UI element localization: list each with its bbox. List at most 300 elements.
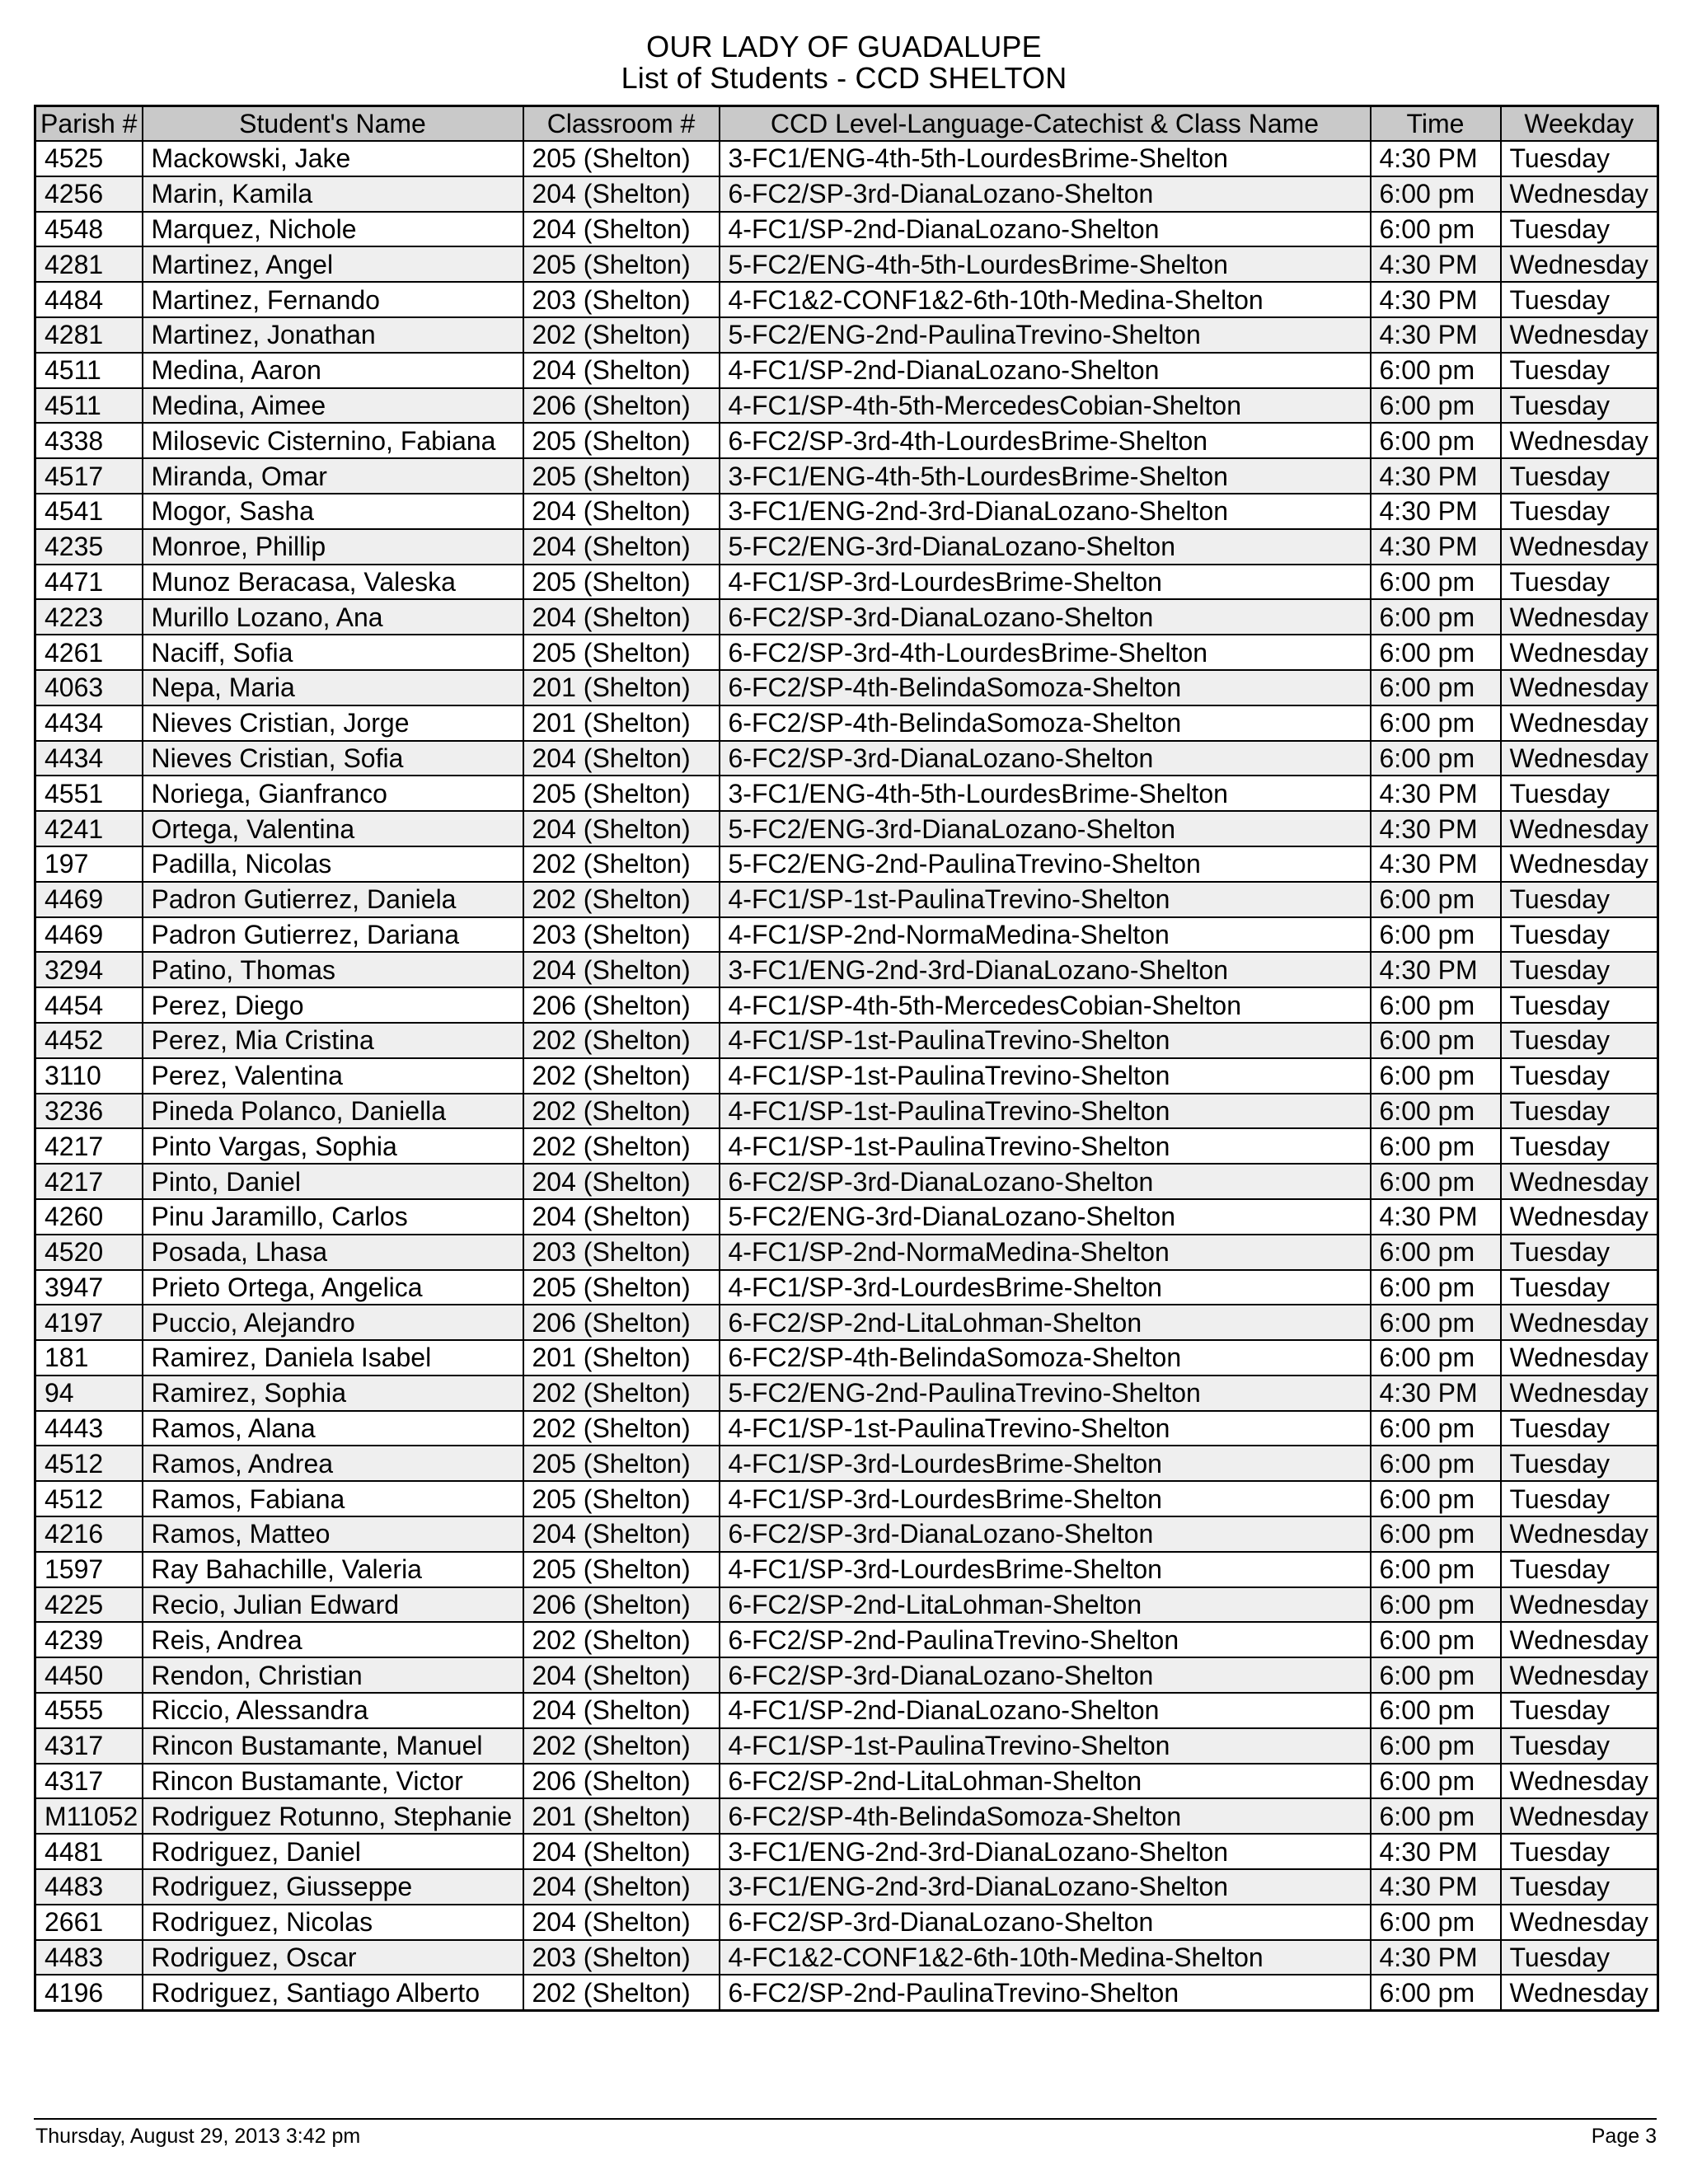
ccd-class-cell: 6-FC2/SP-3rd-DianaLozano-Shelton <box>720 1905 1371 1940</box>
classroom-cell: 204 (Shelton) <box>523 494 720 529</box>
student-name-cell: Pinto Vargas, Sophia <box>143 1128 523 1164</box>
time-cell: 6:00 pm <box>1371 882 1501 917</box>
weekday-cell: Tuesday <box>1501 388 1658 424</box>
classroom-cell: 201 (Shelton) <box>523 670 720 705</box>
student-roster-table <box>34 105 1659 2012</box>
table-row <box>35 987 1658 1023</box>
table-row <box>35 776 1658 811</box>
weekday-cell: Wednesday <box>1501 599 1658 635</box>
ccd-class-cell: 6-FC2/SP-3rd-DianaLozano-Shelton <box>720 1164 1371 1199</box>
parish-number-cell: 4469 <box>35 917 143 953</box>
weekday-cell: Wednesday <box>1501 1340 1658 1376</box>
classroom-cell: 204 (Shelton) <box>523 1869 720 1905</box>
time-cell: 6:00 pm <box>1371 1693 1501 1728</box>
ccd-class-cell: 5-FC2/ENG-3rd-DianaLozano-Shelton <box>720 529 1371 565</box>
parish-number-cell: 3110 <box>35 1058 143 1094</box>
classroom-cell: 205 (Shelton) <box>523 565 720 600</box>
parish-number-cell: 4450 <box>35 1657 143 1693</box>
weekday-cell: Tuesday <box>1501 353 1658 388</box>
time-cell: 6:00 pm <box>1371 1023 1501 1058</box>
time-cell: 4:30 PM <box>1371 1376 1501 1411</box>
parish-number-cell: 4512 <box>35 1481 143 1516</box>
time-cell: 4:30 PM <box>1371 1199 1501 1235</box>
student-name-cell: Pineda Polanco, Daniella <box>143 1094 523 1129</box>
student-name-cell: Ramirez, Sophia <box>143 1376 523 1411</box>
parish-number-cell: 4512 <box>35 1446 143 1481</box>
table-row <box>35 846 1658 882</box>
weekday-cell: Tuesday <box>1501 458 1658 494</box>
parish-number-cell: 4443 <box>35 1411 143 1446</box>
ccd-class-cell: 6-FC2/SP-3rd-4th-LourdesBrime-Shelton <box>720 635 1371 670</box>
student-name-cell: Ramirez, Daniela Isabel <box>143 1340 523 1376</box>
student-name-cell: Pinu Jaramillo, Carlos <box>143 1199 523 1235</box>
ccd-class-cell: 5-FC2/ENG-3rd-DianaLozano-Shelton <box>720 1199 1371 1235</box>
parish-number-cell: 4541 <box>35 494 143 529</box>
student-name-cell: Puccio, Alejandro <box>143 1305 523 1340</box>
ccd-class-cell: 6-FC2/SP-3rd-4th-LourdesBrime-Shelton <box>720 423 1371 458</box>
classroom-cell: 202 (Shelton) <box>523 1975 720 2010</box>
classroom-cell: 202 (Shelton) <box>523 317 720 353</box>
time-cell: 4:30 PM <box>1371 529 1501 565</box>
parish-number-cell: 4481 <box>35 1834 143 1869</box>
ccd-class-cell: 6-FC2/SP-3rd-DianaLozano-Shelton <box>720 176 1371 212</box>
weekday-cell: Wednesday <box>1501 176 1658 212</box>
table-row <box>35 1869 1658 1905</box>
table-row <box>35 811 1658 846</box>
student-name-cell: Martinez, Fernando <box>143 282 523 317</box>
table-row <box>35 1940 1658 1975</box>
ccd-class-cell: 4-FC1/SP-1st-PaulinaTrevino-Shelton <box>720 1128 1371 1164</box>
time-cell: 6:00 pm <box>1371 1481 1501 1516</box>
weekday-cell: Wednesday <box>1501 1764 1658 1799</box>
weekday-cell: Tuesday <box>1501 1834 1658 1869</box>
parish-number-cell: 2661 <box>35 1905 143 1940</box>
time-cell: 4:30 PM <box>1371 494 1501 529</box>
time-cell: 6:00 pm <box>1371 353 1501 388</box>
time-cell: 6:00 pm <box>1371 1905 1501 1940</box>
time-cell: 6:00 pm <box>1371 1164 1501 1199</box>
ccd-class-cell: 6-FC2/SP-3rd-DianaLozano-Shelton <box>720 741 1371 776</box>
table-row <box>35 741 1658 776</box>
parish-number-cell: 4317 <box>35 1728 143 1764</box>
classroom-cell: 205 (Shelton) <box>523 635 720 670</box>
document-header <box>0 31 1688 94</box>
student-name-cell: Padron Gutierrez, Dariana <box>143 917 523 953</box>
student-name-cell: Rodriguez, Giusseppe <box>143 1869 523 1905</box>
parish-number-cell: 4484 <box>35 282 143 317</box>
table-row <box>35 1094 1658 1129</box>
classroom-cell: 203 (Shelton) <box>523 1235 720 1270</box>
parish-number-cell: 4260 <box>35 1199 143 1235</box>
weekday-cell: Tuesday <box>1501 494 1658 529</box>
weekday-cell: Tuesday <box>1501 1058 1658 1094</box>
page-title: OUR LADY OF GUADALUPE <box>646 30 1042 63</box>
ccd-class-cell: 6-FC2/SP-4th-BelindaSomoza-Shelton <box>720 1340 1371 1376</box>
table-row <box>35 1376 1658 1411</box>
table-body <box>35 141 1658 2011</box>
time-cell: 6:00 pm <box>1371 1235 1501 1270</box>
student-name-cell: Perez, Valentina <box>143 1058 523 1094</box>
weekday-cell: Tuesday <box>1501 882 1658 917</box>
student-name-cell: Ortega, Valentina <box>143 811 523 846</box>
parish-number-cell: 4225 <box>35 1587 143 1623</box>
ccd-class-cell: 3-FC1/ENG-4th-5th-LourdesBrime-Shelton <box>720 458 1371 494</box>
time-cell: 4:30 PM <box>1371 776 1501 811</box>
student-name-cell: Rodriguez, Santiago Alberto <box>143 1975 523 2010</box>
table-row <box>35 1023 1658 1058</box>
ccd-class-cell: 4-FC1&2-CONF1&2-6th-10th-Medina-Shelton <box>720 282 1371 317</box>
student-name-cell: Medina, Aimee <box>143 388 523 424</box>
column-header-student-name: Student's Name <box>143 106 523 142</box>
student-name-cell: Milosevic Cisternino, Fabiana <box>143 423 523 458</box>
table-row <box>35 529 1658 565</box>
ccd-class-cell: 3-FC1/ENG-2nd-3rd-DianaLozano-Shelton <box>720 494 1371 529</box>
ccd-class-cell: 6-FC2/SP-4th-BelindaSomoza-Shelton <box>720 1798 1371 1834</box>
classroom-cell: 202 (Shelton) <box>523 1622 720 1657</box>
classroom-cell: 205 (Shelton) <box>523 246 720 282</box>
weekday-cell: Tuesday <box>1501 1235 1658 1270</box>
classroom-cell: 204 (Shelton) <box>523 212 720 247</box>
student-name-cell: Nepa, Maria <box>143 670 523 705</box>
time-cell: 6:00 pm <box>1371 423 1501 458</box>
parish-number-cell: 4216 <box>35 1516 143 1552</box>
ccd-class-cell: 3-FC1/ENG-4th-5th-LourdesBrime-Shelton <box>720 141 1371 176</box>
student-name-cell: Ray Bahachille, Valeria <box>143 1552 523 1587</box>
parish-number-cell: 4525 <box>35 141 143 176</box>
weekday-cell: Wednesday <box>1501 246 1658 282</box>
student-name-cell: Monroe, Phillip <box>143 529 523 565</box>
time-cell: 6:00 pm <box>1371 987 1501 1023</box>
student-name-cell: Ramos, Matteo <box>143 1516 523 1552</box>
parish-number-cell: 4511 <box>35 388 143 424</box>
classroom-cell: 205 (Shelton) <box>523 423 720 458</box>
student-name-cell: Munoz Beracasa, Valeska <box>143 565 523 600</box>
parish-number-cell: 4235 <box>35 529 143 565</box>
time-cell: 6:00 pm <box>1371 635 1501 670</box>
time-cell: 4:30 PM <box>1371 811 1501 846</box>
parish-number-cell: 4223 <box>35 599 143 635</box>
parish-number-cell: 4217 <box>35 1128 143 1164</box>
ccd-class-cell: 6-FC2/SP-2nd-LitaLohman-Shelton <box>720 1764 1371 1799</box>
time-cell: 6:00 pm <box>1371 1128 1501 1164</box>
student-name-cell: Reis, Andrea <box>143 1622 523 1657</box>
classroom-cell: 202 (Shelton) <box>523 1023 720 1058</box>
parish-number-cell: 4434 <box>35 705 143 741</box>
ccd-class-cell: 4-FC1/SP-4th-5th-MercedesCobian-Shelton <box>720 388 1371 424</box>
parish-number-cell: 4217 <box>35 1164 143 1199</box>
weekday-cell: Wednesday <box>1501 741 1658 776</box>
classroom-cell: 202 (Shelton) <box>523 1128 720 1164</box>
ccd-class-cell: 4-FC1/SP-3rd-LourdesBrime-Shelton <box>720 1446 1371 1481</box>
student-name-cell: Naciff, Sofia <box>143 635 523 670</box>
table-row <box>35 952 1658 987</box>
time-cell: 6:00 pm <box>1371 741 1501 776</box>
parish-number-cell: 4434 <box>35 741 143 776</box>
table-row <box>35 141 1658 176</box>
weekday-cell: Tuesday <box>1501 565 1658 600</box>
table-row <box>35 1552 1658 1587</box>
table-row <box>35 670 1658 705</box>
table-row <box>35 1199 1658 1235</box>
student-name-cell: Martinez, Angel <box>143 246 523 282</box>
weekday-cell: Tuesday <box>1501 1270 1658 1305</box>
table-header-row <box>35 106 1658 142</box>
table-row <box>35 635 1658 670</box>
ccd-class-cell: 4-FC1/SP-2nd-NormaMedina-Shelton <box>720 917 1371 953</box>
parish-number-cell: 4261 <box>35 635 143 670</box>
parish-number-cell: 4471 <box>35 565 143 600</box>
weekday-cell: Wednesday <box>1501 1305 1658 1340</box>
ccd-class-cell: 3-FC1/ENG-2nd-3rd-DianaLozano-Shelton <box>720 952 1371 987</box>
weekday-cell: Tuesday <box>1501 1552 1658 1587</box>
ccd-class-cell: 4-FC1/SP-3rd-LourdesBrime-Shelton <box>720 565 1371 600</box>
parish-number-cell: 4196 <box>35 1975 143 2010</box>
table-row <box>35 882 1658 917</box>
table-row <box>35 1764 1658 1799</box>
classroom-cell: 204 (Shelton) <box>523 952 720 987</box>
classroom-cell: 201 (Shelton) <box>523 1340 720 1376</box>
time-cell: 4:30 PM <box>1371 141 1501 176</box>
student-name-cell: Nieves Cristian, Jorge <box>143 705 523 741</box>
student-name-cell: Pinto, Daniel <box>143 1164 523 1199</box>
ccd-class-cell: 4-FC1/SP-1st-PaulinaTrevino-Shelton <box>720 1023 1371 1058</box>
parish-number-cell: 3294 <box>35 952 143 987</box>
weekday-cell: Tuesday <box>1501 1128 1658 1164</box>
ccd-class-cell: 4-FC1/SP-2nd-DianaLozano-Shelton <box>720 1693 1371 1728</box>
weekday-cell: Wednesday <box>1501 317 1658 353</box>
weekday-cell: Wednesday <box>1501 1657 1658 1693</box>
classroom-cell: 204 (Shelton) <box>523 176 720 212</box>
parish-number-cell: 4469 <box>35 882 143 917</box>
parish-number-cell: 4063 <box>35 670 143 705</box>
time-cell: 6:00 pm <box>1371 1340 1501 1376</box>
table-row <box>35 599 1658 635</box>
page-number: Page 3 <box>1591 2125 1657 2148</box>
classroom-cell: 205 (Shelton) <box>523 141 720 176</box>
weekday-cell: Wednesday <box>1501 1199 1658 1235</box>
student-name-cell: Rodriguez, Nicolas <box>143 1905 523 1940</box>
time-cell: 6:00 pm <box>1371 1411 1501 1446</box>
student-name-cell: Miranda, Omar <box>143 458 523 494</box>
student-name-cell: Rincon Bustamante, Victor <box>143 1764 523 1799</box>
classroom-cell: 203 (Shelton) <box>523 1940 720 1975</box>
time-cell: 6:00 pm <box>1371 599 1501 635</box>
weekday-cell: Tuesday <box>1501 1940 1658 1975</box>
student-name-cell: Marquez, Nichole <box>143 212 523 247</box>
classroom-cell: 206 (Shelton) <box>523 1587 720 1623</box>
time-cell: 6:00 pm <box>1371 670 1501 705</box>
table-row <box>35 1058 1658 1094</box>
parish-number-cell: 181 <box>35 1340 143 1376</box>
classroom-cell: 205 (Shelton) <box>523 1446 720 1481</box>
student-name-cell: Ramos, Alana <box>143 1411 523 1446</box>
student-name-cell: Murillo Lozano, Ana <box>143 599 523 635</box>
time-cell: 6:00 pm <box>1371 1516 1501 1552</box>
time-cell: 6:00 pm <box>1371 1305 1501 1340</box>
column-header-weekday: Weekday <box>1501 106 1658 142</box>
parish-number-cell: 4551 <box>35 776 143 811</box>
parish-number-cell: 4452 <box>35 1023 143 1058</box>
student-name-cell: Mackowski, Jake <box>143 141 523 176</box>
classroom-cell: 205 (Shelton) <box>523 1552 720 1587</box>
table-row <box>35 1693 1658 1728</box>
weekday-cell: Wednesday <box>1501 1587 1658 1623</box>
parish-number-cell: 4317 <box>35 1764 143 1799</box>
student-name-cell: Marin, Kamila <box>143 176 523 212</box>
print-timestamp: Thursday, August 29, 2013 3:42 pm <box>35 2125 361 2148</box>
time-cell: 6:00 pm <box>1371 1764 1501 1799</box>
table-row <box>35 423 1658 458</box>
student-name-cell: Riccio, Alessandra <box>143 1693 523 1728</box>
table-row <box>35 1270 1658 1305</box>
classroom-cell: 202 (Shelton) <box>523 1376 720 1411</box>
parish-number-cell: 4548 <box>35 212 143 247</box>
time-cell: 6:00 pm <box>1371 1552 1501 1587</box>
weekday-cell: Tuesday <box>1501 1094 1658 1129</box>
time-cell: 6:00 pm <box>1371 1622 1501 1657</box>
student-name-cell: Rodriguez, Oscar <box>143 1940 523 1975</box>
weekday-cell: Wednesday <box>1501 1164 1658 1199</box>
weekday-cell: Tuesday <box>1501 1023 1658 1058</box>
student-name-cell: Padilla, Nicolas <box>143 846 523 882</box>
classroom-cell: 204 (Shelton) <box>523 599 720 635</box>
parish-number-cell: 4281 <box>35 246 143 282</box>
table-row <box>35 1446 1658 1481</box>
table-row <box>35 1834 1658 1869</box>
ccd-class-cell: 3-FC1/ENG-2nd-3rd-DianaLozano-Shelton <box>720 1869 1371 1905</box>
classroom-cell: 203 (Shelton) <box>523 282 720 317</box>
classroom-cell: 202 (Shelton) <box>523 1411 720 1446</box>
classroom-cell: 204 (Shelton) <box>523 1516 720 1552</box>
weekday-cell: Wednesday <box>1501 1376 1658 1411</box>
column-header-ccd-level: CCD Level-Language-Catechist & Class Name <box>720 106 1371 142</box>
weekday-cell: Tuesday <box>1501 917 1658 953</box>
table-row <box>35 1622 1658 1657</box>
time-cell: 6:00 pm <box>1371 917 1501 953</box>
table-row <box>35 1587 1658 1623</box>
weekday-cell: Tuesday <box>1501 1446 1658 1481</box>
classroom-cell: 204 (Shelton) <box>523 1657 720 1693</box>
parish-number-cell: 3947 <box>35 1270 143 1305</box>
table-row <box>35 1728 1658 1764</box>
classroom-cell: 204 (Shelton) <box>523 353 720 388</box>
table-row <box>35 246 1658 282</box>
time-cell: 6:00 pm <box>1371 1657 1501 1693</box>
classroom-cell: 204 (Shelton) <box>523 1164 720 1199</box>
table-row <box>35 1905 1658 1940</box>
classroom-cell: 204 (Shelton) <box>523 741 720 776</box>
parish-number-cell: 4256 <box>35 176 143 212</box>
table-row <box>35 705 1658 741</box>
weekday-cell: Wednesday <box>1501 1798 1658 1834</box>
classroom-cell: 205 (Shelton) <box>523 776 720 811</box>
classroom-cell: 206 (Shelton) <box>523 1305 720 1340</box>
weekday-cell: Wednesday <box>1501 811 1658 846</box>
classroom-cell: 206 (Shelton) <box>523 987 720 1023</box>
ccd-class-cell: 5-FC2/ENG-2nd-PaulinaTrevino-Shelton <box>720 846 1371 882</box>
ccd-class-cell: 6-FC2/SP-2nd-LitaLohman-Shelton <box>720 1305 1371 1340</box>
ccd-class-cell: 6-FC2/SP-3rd-DianaLozano-Shelton <box>720 1657 1371 1693</box>
weekday-cell: Tuesday <box>1501 282 1658 317</box>
weekday-cell: Wednesday <box>1501 635 1658 670</box>
ccd-class-cell: 3-FC1/ENG-4th-5th-LourdesBrime-Shelton <box>720 776 1371 811</box>
student-name-cell: Noriega, Gianfranco <box>143 776 523 811</box>
time-cell: 4:30 PM <box>1371 846 1501 882</box>
ccd-class-cell: 4-FC1/SP-1st-PaulinaTrevino-Shelton <box>720 1058 1371 1094</box>
student-name-cell: Padron Gutierrez, Daniela <box>143 882 523 917</box>
ccd-class-cell: 4-FC1/SP-3rd-LourdesBrime-Shelton <box>720 1481 1371 1516</box>
time-cell: 6:00 pm <box>1371 705 1501 741</box>
weekday-cell: Tuesday <box>1501 141 1658 176</box>
ccd-class-cell: 5-FC2/ENG-2nd-PaulinaTrevino-Shelton <box>720 317 1371 353</box>
time-cell: 6:00 pm <box>1371 1446 1501 1481</box>
student-name-cell: Perez, Diego <box>143 987 523 1023</box>
table-row <box>35 1411 1658 1446</box>
weekday-cell: Tuesday <box>1501 987 1658 1023</box>
time-cell: 6:00 pm <box>1371 1798 1501 1834</box>
classroom-cell: 204 (Shelton) <box>523 1834 720 1869</box>
table-row <box>35 917 1658 953</box>
time-cell: 6:00 pm <box>1371 1728 1501 1764</box>
parish-number-cell: 4241 <box>35 811 143 846</box>
weekday-cell: Tuesday <box>1501 1693 1658 1728</box>
student-name-cell: Martinez, Jonathan <box>143 317 523 353</box>
column-header-classroom: Classroom # <box>523 106 720 142</box>
table-row <box>35 565 1658 600</box>
classroom-cell: 204 (Shelton) <box>523 1199 720 1235</box>
student-name-cell: Nieves Cristian, Sofia <box>143 741 523 776</box>
parish-number-cell: 4239 <box>35 1622 143 1657</box>
parish-number-cell: 4555 <box>35 1693 143 1728</box>
table-row <box>35 282 1658 317</box>
student-name-cell: Ramos, Andrea <box>143 1446 523 1481</box>
student-name-cell: Perez, Mia Cristina <box>143 1023 523 1058</box>
time-cell: 4:30 PM <box>1371 317 1501 353</box>
weekday-cell: Wednesday <box>1501 423 1658 458</box>
table-row <box>35 1657 1658 1693</box>
table-row <box>35 1975 1658 2010</box>
time-cell: 6:00 pm <box>1371 388 1501 424</box>
weekday-cell: Tuesday <box>1501 1869 1658 1905</box>
table-row <box>35 317 1658 353</box>
ccd-class-cell: 6-FC2/SP-4th-BelindaSomoza-Shelton <box>720 705 1371 741</box>
student-name-cell: Ramos, Fabiana <box>143 1481 523 1516</box>
table-row <box>35 1235 1658 1270</box>
weekday-cell: Tuesday <box>1501 1411 1658 1446</box>
time-cell: 4:30 PM <box>1371 952 1501 987</box>
table-row <box>35 1481 1658 1516</box>
weekday-cell: Wednesday <box>1501 1975 1658 2010</box>
parish-number-cell: 1597 <box>35 1552 143 1587</box>
student-name-cell: Mogor, Sasha <box>143 494 523 529</box>
student-name-cell: Rodriguez Rotunno, Stephanie <box>143 1798 523 1834</box>
classroom-cell: 202 (Shelton) <box>523 846 720 882</box>
footer-divider <box>34 2118 1657 2120</box>
weekday-cell: Wednesday <box>1501 529 1658 565</box>
parish-number-cell: 4517 <box>35 458 143 494</box>
student-name-cell: Rincon Bustamante, Manuel <box>143 1728 523 1764</box>
classroom-cell: 203 (Shelton) <box>523 917 720 953</box>
ccd-class-cell: 4-FC1/SP-1st-PaulinaTrevino-Shelton <box>720 1094 1371 1129</box>
weekday-cell: Wednesday <box>1501 1622 1658 1657</box>
time-cell: 4:30 PM <box>1371 1834 1501 1869</box>
ccd-class-cell: 4-FC1/SP-2nd-DianaLozano-Shelton <box>720 212 1371 247</box>
weekday-cell: Wednesday <box>1501 1516 1658 1552</box>
weekday-cell: Wednesday <box>1501 670 1658 705</box>
classroom-cell: 204 (Shelton) <box>523 1905 720 1940</box>
classroom-cell: 206 (Shelton) <box>523 1764 720 1799</box>
ccd-class-cell: 4-FC1/SP-3rd-LourdesBrime-Shelton <box>720 1270 1371 1305</box>
